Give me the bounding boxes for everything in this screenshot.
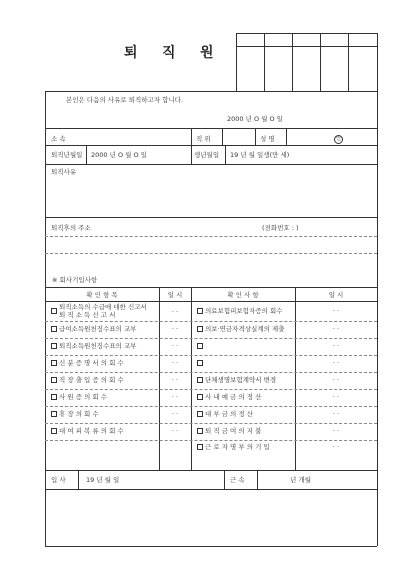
address-label: 퇴직후의 주소 — [51, 224, 91, 232]
checkbox-left-3[interactable] — [51, 343, 57, 349]
right-date-2: · · — [332, 325, 340, 333]
checkbox-left-5[interactable] — [51, 377, 57, 383]
dept-label: 소 속 — [51, 135, 66, 143]
right-item-7: 대 부 금 의 정 산 — [205, 410, 254, 418]
left-date-1: · · — [171, 308, 179, 316]
left-date-5: · · — [171, 376, 179, 384]
tenure-label: 근 속 — [230, 476, 245, 484]
right-item-5: 단체생명보험계약서 변경 — [205, 376, 277, 384]
right-date-8: · · — [332, 427, 340, 435]
position-label: 직 위 — [196, 135, 211, 143]
retire-date-label: 퇴직년월일 — [51, 151, 83, 159]
right-item-1: 의료보험피보험자증의 회수 — [205, 307, 283, 315]
checkbox-right-5[interactable] — [197, 377, 203, 383]
checkbox-left-4[interactable] — [51, 360, 57, 366]
left-item-8: 대 여 피 복 류 의 회 수 — [59, 427, 124, 435]
checkbox-left-8[interactable] — [51, 428, 57, 434]
left-date-3: · · — [171, 342, 179, 350]
phone-label: (전화번호 : ) — [262, 224, 299, 232]
retire-date-value: 2000 년 O 월 O 일 — [91, 151, 147, 159]
header-check-item-left: 확 인 항 목 — [86, 291, 118, 299]
declaration-text: 본인은 다음의 사유로 퇴직하고자 합니다. — [66, 96, 184, 104]
checkbox-right-6[interactable] — [197, 394, 203, 400]
checkbox-right-3[interactable] — [197, 343, 203, 349]
seal-mark: 인 — [334, 135, 343, 144]
right-date-4: · · — [332, 359, 340, 367]
right-item-9: 근 로 자 명 부 의 기 입 — [205, 443, 270, 451]
left-item-7: 휴 장 의 회 수 — [59, 410, 99, 418]
right-date-6: · · — [332, 393, 340, 401]
tenure-value: 년 개월 — [290, 476, 311, 484]
checkbox-right-2[interactable] — [197, 326, 203, 332]
birth-label: 생년월일 — [194, 151, 220, 159]
header-date-left: 일 시 — [167, 291, 183, 299]
declaration-date: 2000 년 O 월 O 일 — [227, 115, 283, 123]
join-label: 입 사 — [51, 476, 66, 484]
left-item-3: 퇴직소득원천징수표의 교부 — [59, 342, 137, 350]
left-date-4: · · — [171, 359, 179, 367]
left-item-1b: 퇴 직 소 득 신 고 서 — [59, 311, 116, 319]
checkbox-right-8[interactable] — [197, 428, 203, 434]
right-date-5: · · — [332, 376, 340, 384]
right-item-6: 사 내 예 금 의 정 산 — [205, 393, 262, 401]
name-label: 성 명 — [260, 135, 275, 143]
right-item-2: 의보·연금자격상실계의 제출 — [205, 325, 285, 333]
checkbox-right-9[interactable] — [197, 444, 203, 450]
right-date-9: · · — [332, 443, 340, 451]
header-date-right: 일 시 — [328, 291, 344, 299]
checkbox-left-1[interactable] — [51, 308, 57, 314]
left-item-1a: 퇴직소득의 수급에 대한 신고서 — [59, 303, 147, 311]
right-date-3: · · — [332, 342, 340, 350]
reason-label: 퇴직사유 — [51, 168, 77, 176]
birth-value: 19 년 월 일생(만 세) — [230, 151, 290, 159]
checkbox-left-6[interactable] — [51, 394, 57, 400]
title-char-2: 직 — [162, 45, 176, 61]
checkbox-right-1[interactable] — [197, 308, 203, 314]
checkbox-left-2[interactable] — [51, 326, 57, 332]
left-item-2: 급여소득원천징수표의 교부 — [59, 325, 137, 333]
header-check-item-right: 확 인 사 항 — [227, 291, 259, 299]
join-value: 19 년 월 일 — [86, 476, 120, 484]
address-dotted-line — [45, 236, 377, 237]
checkbox-right-4[interactable] — [197, 360, 203, 366]
left-date-7: · · — [171, 410, 179, 418]
title-char-1: 퇴 — [124, 45, 138, 61]
left-date-8: · · — [171, 427, 179, 435]
title-char-3: 원 — [200, 45, 214, 61]
left-item-4: 신 분 증 명 서 의 회 수 — [59, 359, 124, 367]
left-item-6: 사 원 증 의 회 수 — [59, 393, 108, 401]
left-item-5: 직 장 출 입 증 의 회 수 — [59, 376, 124, 384]
right-date-1: · · — [332, 307, 340, 315]
company-section-label: ※ 회사기입사항 — [52, 276, 98, 284]
checkbox-left-7[interactable] — [51, 411, 57, 417]
checkbox-right-7[interactable] — [197, 411, 203, 417]
right-item-8: 퇴 직 금 여 의 지 불 — [205, 427, 262, 435]
left-date-2: · · — [171, 325, 179, 333]
right-date-7: · · — [332, 410, 340, 418]
left-date-6: · · — [171, 393, 179, 401]
